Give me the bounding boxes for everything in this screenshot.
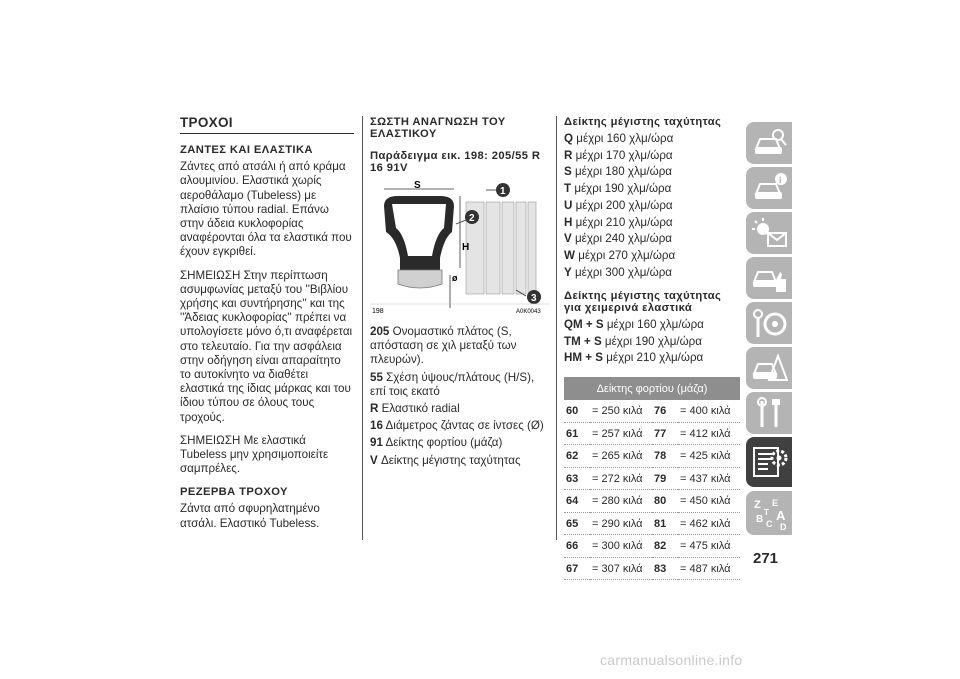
specs-gear-icon [752,442,790,482]
car-info-icon [752,172,788,204]
list-item: R μέχρι 170 χλμ/ώρα [564,148,673,162]
list-item: 91 Δείκτης φορτίου (μάζα) [370,436,503,450]
list-item: Y μέχρι 300 χλμ/ώρα [564,265,672,279]
list-item: 205 Ονομαστικό πλάτος (S, απόσταση σε χιλ μεταξύ των πλευρών). [370,325,517,367]
section-title: ΤΡΟΧΟΙ [180,116,354,134]
column-wheels [180,116,354,540]
svg-text:T: T [764,508,769,517]
svg-text:A: A [776,508,786,523]
svg-text:i: i [779,175,782,185]
warning-lights-icon [752,217,788,249]
table-row: 60 = 250 κιλά 76 = 400 κιλά [564,400,740,422]
load-index-table [564,377,740,580]
paragraph: ΣΗΜΕΙΩΣΗ Στην περίπτωση ασυμφωνίας μεταξύ του ''Βιβλίου χρήσης και συντήρησης'' και της ''Άδειας κυκλοφορίας'' πρέπει να υπολογίσετε μόνο ό,τι αναφέρεται στο τελευταίο. Για την ασφάλεια στην οδήγηση είναι απαραίτητο το αυτοκίνητο να διαθέτει ελαστικά της ίδιας μάρκας και του ίδιου τύπου σε όλους τους τροχούς. [180,268,353,424]
list-item: H μέχρι 210 χλμ/ώρα [564,215,673,229]
winter-speed-list [564,318,740,366]
speed-index-list [564,132,740,280]
list-item: QM + S μέχρι 160 χλμ/ώρα [564,317,704,331]
table-row: 66 = 300 κιλά 82 = 475 κιλά [564,535,740,558]
figure-code: A0K0043 [516,309,541,315]
list-item: T μέχρι 190 χλμ/ώρα [564,182,672,196]
table-row: 61 = 257 κιλά 77 = 412 κιλά [564,422,740,445]
list-item: R Ελαστικό radial [370,402,460,416]
callout-2: 2 [469,213,475,224]
car-thumb-icon [752,262,788,294]
subheading-winter-speed-index: Δείκτης μέγιστης ταχύτητας για χειμερινά ελαστικά [564,289,722,314]
svg-text:Z: Z [754,499,761,511]
tools-icon [752,397,788,429]
list-item: V μέχρι 240 χλμ/ώρα [564,232,672,246]
list-item: W μέχρι 270 χλμ/ώρα [564,248,676,262]
table-row: 65 = 290 κιλά 81 = 462 κιλά [564,512,740,535]
list-item: 55 Σχέση ύψους/πλάτους (H/S), επί τοις εκατό [370,370,535,398]
tyre-code-list [370,325,550,468]
alphabet-index-icon [752,496,788,532]
table-row: 62 = 265 κιλά 78 = 425 κιλά [564,445,740,468]
list-item: V Δείκτης μέγιστης ταχύτητας [370,453,521,467]
list-item: HM + S μέχρι 210 χλμ/ώρα [564,351,704,365]
paragraph: Ζάντα από σφυρηλατημένο ατσάλι. Ελαστικό Tubeless. [180,502,320,530]
subheading-rims-tyres: ΖΑΝΤΕΣ ΚΑΙ ΕΛΑΣΤΙΚΑ [180,144,313,157]
svg-text:D: D [780,522,787,532]
table-row: 64 = 280 κιλά 80 = 450 κιλά [564,490,740,513]
list-item: U μέχρι 200 χλμ/ώρα [564,198,673,212]
car-warning-icon [752,352,788,384]
table-row: 63 = 272 κιλά 79 = 437 κιλά [564,467,740,490]
subheading-tyre-reading: ΣΩΣΤΗ ΑΝΑΓΝΩΣΗ ΤΟΥ ΕΛΑΣΤΙΚΟΥ [370,116,506,140]
tab-car-info[interactable] [746,167,792,209]
list-item: Q μέχρι 160 χλμ/ώρα [564,132,674,145]
tab-car-safety[interactable] [746,257,792,299]
svg-text:C: C [766,519,773,529]
list-item: 16 Διάμετρος ζάντας σε ίντσες (Ø) [370,419,544,433]
column-divider [362,116,363,540]
example-caption: Παράδειγμα εικ. 198: 205/55 R 16 91V [370,150,541,174]
key-steering-icon [752,307,788,339]
subheading-spare-wheel: ΡΕΖΕΡΒΑ ΤΡΟΧΟΥ [180,486,288,499]
tab-emergency[interactable] [746,347,792,389]
table-header: Δείκτης φορτίου (μάζα) [564,377,740,400]
label-width-s: S [414,180,421,191]
callout-1: 1 [500,186,506,197]
car-search-icon [752,127,788,159]
paragraph: ΣΗΜΕΙΩΣΗ Με ελαστικά Tubeless μην χρησιμοποιείτε σαμπρέλες. [180,433,329,476]
paragraph: Ζάντες από ατσάλι ή από κράμα αλουμινίου. Ελαστικά χωρίς αεροθάλαμο (Tubeless) με πλαίσιο τύπου radial. Επάνω στην άδεια κυκλοφορίας αναφέρονται όλα τα ελαστικά που έχουν εγκριθεί. [180,160,352,259]
column-speed-load [564,116,740,580]
tab-maintenance[interactable] [746,392,792,434]
tyre-cross-section-diagram [370,180,550,315]
subheading-speed-index: Δείκτης μέγιστης ταχύτητας [564,116,722,128]
figure-number: 198 [372,308,384,315]
svg-text:B: B [756,514,764,525]
label-diameter: ø [452,273,458,283]
label-height-h: H [462,242,470,253]
list-item: TM + S μέχρι 190 χλμ/ώρα [564,334,702,348]
column-divider [556,116,557,540]
tab-warning-lights[interactable] [746,212,792,254]
tab-technical-specs[interactable] [746,437,792,487]
callout-3: 3 [531,293,537,304]
svg-text:E: E [772,498,779,508]
watermark: carmanualsonline.info [600,652,743,668]
page-number: 271 [753,550,779,567]
column-tyre-reading [370,116,550,471]
table-row: 67 = 307 κιλά 83 = 487 κιλά [564,557,740,580]
list-item: S μέχρι 180 χλμ/ώρα [564,165,672,179]
tab-starting-driving[interactable] [746,302,792,344]
tyre-figure [370,180,550,315]
tab-index[interactable] [746,491,792,535]
tab-car-search[interactable] [746,122,792,164]
